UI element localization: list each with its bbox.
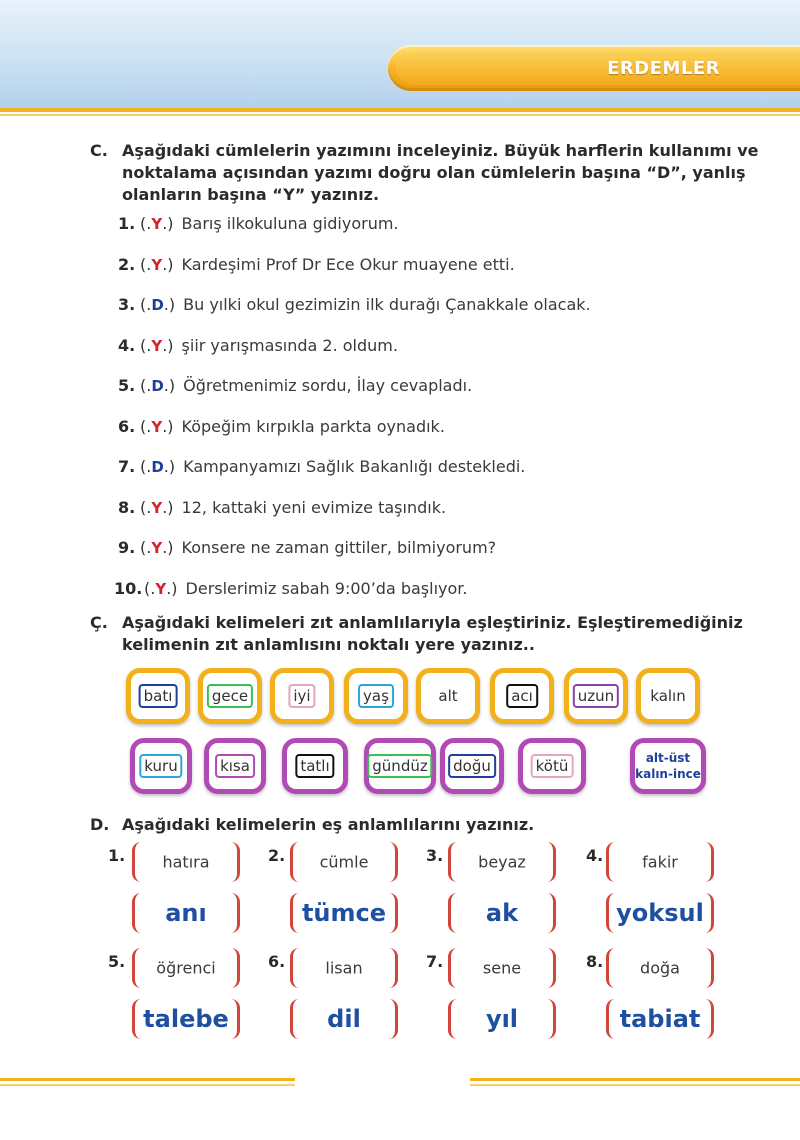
given-word: sene	[482, 958, 522, 978]
answer-line: kalın-ince	[635, 767, 701, 781]
given-word-box	[448, 948, 556, 988]
word-chip	[564, 668, 628, 724]
synonym-answer-box	[132, 893, 240, 933]
item-number: 9.	[118, 538, 136, 557]
given-word-box	[132, 842, 240, 882]
answer-text	[635, 750, 701, 782]
synonym-answer: dil	[327, 1005, 361, 1033]
section-cc-heading	[90, 612, 770, 656]
pair-number: 1.	[108, 846, 126, 865]
answer-slot: (.Y.)	[140, 538, 174, 557]
synonym-answer: tabiat	[619, 1005, 701, 1033]
item-number: 7.	[118, 457, 136, 476]
list-item	[118, 538, 496, 557]
sentence-text: Kampanyamızı Sağlık Bakanlığı destekledi.	[183, 457, 526, 476]
given-word: lisan	[325, 958, 363, 978]
chip-word: tatlı	[295, 754, 334, 778]
given-word: beyaz	[478, 852, 526, 872]
list-item	[114, 579, 467, 598]
chip-word: alt	[438, 687, 458, 705]
given-word: öğrenci	[156, 958, 216, 978]
section-letter: C.	[90, 141, 108, 160]
chip-word: kalın	[650, 687, 686, 705]
item-number: 2.	[118, 254, 136, 274]
word-chip	[126, 668, 190, 724]
sentence-text: Barış ilkokuluna gidiyorum.	[181, 214, 399, 233]
given-word: cümle	[319, 852, 369, 872]
pair-number: 3.	[426, 846, 444, 865]
item-number: 6.	[118, 416, 136, 436]
list-item	[118, 417, 445, 436]
synonym-answer: tümce	[301, 899, 387, 927]
answer-slot: (.Y.)	[144, 578, 178, 598]
header-rule	[0, 108, 800, 112]
sentence-text: Derslerimiz sabah 9:00’da başlıyor.	[185, 578, 468, 598]
answer-mark: Y	[151, 539, 163, 557]
sentence-text: Öğretmenimiz sordu, İlay cevapladı.	[183, 376, 473, 395]
given-word-box	[606, 948, 714, 988]
chip-word: iyi	[288, 684, 315, 708]
synonym-answer-box	[606, 893, 714, 933]
section-c-heading	[90, 140, 770, 206]
given-word-box	[132, 948, 240, 988]
list-item	[118, 376, 472, 395]
answer-line: alt-üst	[645, 751, 691, 765]
sentence-text: Konsere ne zaman gittiler, bilmiyorum?	[181, 538, 497, 557]
answer-mark: Y	[151, 417, 163, 436]
section-instruction: Aşağıdaki cümlelerin yazımını inceleyiniz. Büyük harflerin kullanımı ve noktalama açısından yazımı doğru olan cümlelerin başına “D”, yanlış olanların başına “Y” yazınız.	[122, 141, 759, 204]
item-number: 1.	[118, 214, 136, 233]
pair-number: 6.	[268, 952, 286, 971]
synonym-answer: anı	[165, 899, 207, 927]
section-letter: Ç.	[90, 613, 108, 632]
word-chip	[204, 738, 266, 794]
header-tab	[388, 45, 800, 91]
synonym-answer-box	[448, 999, 556, 1039]
sentence-text: Kardeşimi Prof Dr Ece Okur muayene etti.	[181, 254, 515, 274]
answer-mark: Y	[151, 336, 163, 355]
pair-number: 5.	[108, 952, 126, 971]
section-d-heading	[90, 814, 770, 836]
synonym-answer: yıl	[485, 1005, 519, 1033]
answer-mark: D	[151, 377, 164, 395]
word-chip	[130, 738, 192, 794]
sentence-text: şiir yarışmasında 2. oldum.	[181, 335, 398, 355]
list-item	[118, 457, 525, 476]
given-word: fakir	[642, 852, 678, 872]
answer-mark: Y	[151, 215, 163, 233]
word-chip	[270, 668, 334, 724]
given-word: hatıra	[162, 852, 210, 872]
word-chip	[440, 738, 504, 794]
item-number: 4.	[118, 335, 136, 355]
chip-word: uzun	[573, 684, 619, 708]
page-title: ERDEMLER	[607, 58, 720, 79]
given-word-box	[290, 842, 398, 882]
word-chip	[198, 668, 262, 724]
pair-number: 2.	[268, 846, 286, 865]
item-number: 5.	[118, 376, 136, 395]
word-chip	[344, 668, 408, 724]
header-rule-thin	[0, 114, 800, 116]
list-item	[118, 295, 591, 314]
answer-slot: (.Y.)	[140, 214, 174, 233]
answer-slot: (.D.)	[140, 457, 176, 476]
word-chip	[518, 738, 586, 794]
chip-word: kuru	[139, 754, 182, 778]
sentence-text: Köpeğim kırpıkla parkta oynadık.	[181, 416, 445, 436]
item-number: 3.	[118, 295, 136, 314]
answer-slot: (.D.)	[140, 295, 176, 314]
section-instruction: Aşağıdaki kelimeleri zıt anlamlılarıyla eşleştiriniz. Eşleştiremediğiniz kelimenin zıt anlamlısını noktalı yere yazınız..	[122, 613, 743, 654]
item-number: 8.	[118, 497, 136, 517]
chip-word: kısa	[215, 754, 255, 778]
sentence-text: 12, kattaki yeni evimize taşındık.	[181, 497, 447, 517]
footer-page-gap	[295, 1074, 470, 1090]
answer-chip	[630, 738, 706, 794]
list-item	[118, 255, 515, 274]
chip-word: yaş	[358, 684, 394, 708]
answer-slot: (.Y.)	[140, 497, 174, 517]
list-item	[118, 214, 399, 233]
word-chip	[636, 668, 700, 724]
synonym-answer-box	[606, 999, 714, 1039]
answer-slot: (.D.)	[140, 376, 176, 395]
synonym-answer-box	[132, 999, 240, 1039]
chip-word: acı	[506, 684, 538, 708]
chip-word: batı	[139, 684, 178, 708]
list-item	[118, 336, 398, 355]
chip-word: kötü	[531, 754, 574, 778]
word-chip	[416, 668, 480, 724]
answer-slot: (.Y.)	[140, 335, 174, 355]
given-word: doğa	[640, 958, 680, 978]
word-chip	[364, 738, 436, 794]
answer-mark: D	[151, 458, 164, 476]
pair-number: 7.	[426, 952, 444, 971]
pair-number: 4.	[586, 846, 604, 865]
synonym-answer-box	[290, 999, 398, 1039]
synonym-answer-box	[290, 893, 398, 933]
synonym-answer: yoksul	[616, 899, 704, 927]
answer-slot: (.Y.)	[140, 254, 174, 274]
given-word-box	[448, 842, 556, 882]
answer-mark: Y	[155, 579, 167, 598]
chip-word: gündüz	[367, 754, 432, 778]
answer-mark: Y	[151, 498, 163, 517]
answer-slot: (.Y.)	[140, 416, 174, 436]
synonym-answer: talebe	[143, 1005, 229, 1033]
synonym-answer: ak	[485, 899, 519, 927]
section-letter: D.	[90, 815, 110, 834]
answer-mark: Y	[151, 255, 163, 274]
chip-word: doğu	[448, 754, 496, 778]
section-instruction: Aşağıdaki kelimelerin eş anlamlılarını yazınız.	[122, 815, 535, 834]
item-number: 10.	[114, 578, 143, 598]
answer-mark: D	[151, 296, 164, 314]
given-word-box	[606, 842, 714, 882]
word-chip	[490, 668, 554, 724]
word-chip	[282, 738, 348, 794]
pair-number: 8.	[586, 952, 604, 971]
sentence-text: Bu yılki okul gezimizin ilk durağı Çanakkale olacak.	[183, 295, 591, 314]
header-tab-inner	[396, 51, 800, 85]
given-word-box	[290, 948, 398, 988]
list-item	[118, 498, 446, 517]
synonym-answer-box	[448, 893, 556, 933]
chip-word: gece	[207, 684, 253, 708]
